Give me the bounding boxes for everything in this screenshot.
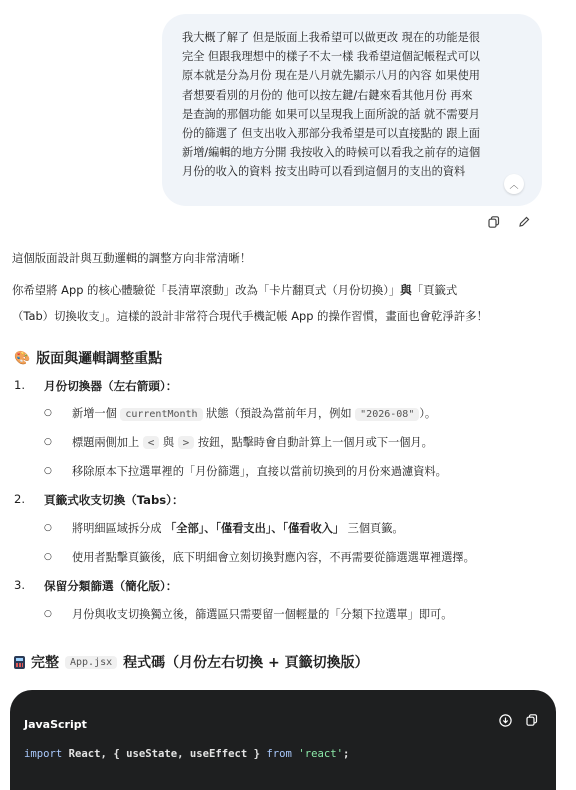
inline-code: currentMonth [120,408,202,421]
list-item: ○ 新增一個 currentMonth 狀態（預設為當前年月，例如 "2026-08" ）。 [44,407,437,420]
list-item: ○ 將明細區域拆分成 「全部」、「僅看支出」、「僅看收入」 三個頁籤。 [44,522,404,535]
code-block [10,690,556,790]
list-item: ○ 月份與收支切換獨立後，篩選區只需要留一個輕量的「分類下拉選單」即可。 [44,608,453,621]
calculator-icon [14,656,25,669]
user-message-line: 完全 但跟我理想中的樣子不太一樣 我希望這個記帳程式可以 [182,50,480,64]
user-message-line: 我大概了解了 但是版面上我希望可以做更改 現在的功能是很 [182,31,480,44]
message-actions [486,214,532,230]
list-item: ○ 標題兩側加上 < 與 > 按鈕，點擊時會自動計算上一個月或下一個月。 [44,436,433,449]
user-message-line: 份的篩選了 但支出收入那部分我希望是可以直接點的 跟上面 [182,127,480,141]
palette-icon: 🎨 [14,350,31,366]
download-icon[interactable] [499,714,512,731]
list-item: 3. 保留分類篩選（簡化版）： [14,578,178,593]
user-message-text [182,28,524,182]
copy-icon[interactable] [526,714,538,731]
user-message-line: 是查詢的那個功能 如果可以呈現我上面所說的話 就不需要月 [182,107,480,121]
list-item: 2. 頁籤式收支切換（Tabs）： [14,492,184,507]
inline-code: "2026-08" [355,408,419,421]
section-heading-code: 完整 App.jsx 程式碼（月份左右切換 + 頁籤切換版） [14,652,369,672]
inline-code: App.jsx [65,656,117,669]
list-item: ○ 使用者點擊頁籤後，底下明細會立刻切換對應內容，不再需要從篩選選單裡選擇。 [44,551,475,564]
code-line: import React, { useState, useEffect } from 'react'; [24,748,350,760]
user-message-line: 月份的收入的資料 按支出時可以看到這個月的支出的資料 [182,165,466,179]
collapse-message-button[interactable] [504,174,524,194]
copy-icon[interactable] [486,214,502,230]
user-message-line: 者想要看別的月份的 他可以按左鍵/右鍵來看其他月份 再來 [182,88,473,102]
list-item: 1. 月份切換器（左右箭頭）： [14,378,178,393]
code-actions [499,714,538,731]
section-heading-layout: 🎨 版面與邏輯調整重點 [14,350,163,367]
user-message-bubble [162,14,542,206]
pencil-icon[interactable] [516,214,532,230]
list-item: ○ 移除原本下拉選單裡的「月份篩選」，直接以當前切換到的月份來過濾資料。 [44,465,447,478]
chevron-up-icon: ︿ [509,180,519,191]
response-summary: 你希望將 App 的核心體驗從「長清單滾動」改為「卡片翻頁式（月份切換）」與「頁籤式 （Tab）切換收支」。這樣的設計非常符合現代手機記帳 App 的操作習慣，畫面也會乾淨許多！ [12,283,488,323]
response-intro: 這個版面設計與互動邏輯的調整方向非常清晰！ [12,251,252,265]
code-language-label: JavaScript [24,718,87,731]
user-message-line: 新增/編輯的地方分開 我按收入的時候可以看我之前存的這個 [182,146,481,160]
user-message-line: 原本就是分為月份 現在是八月就先顯示八月的內容 如果使用 [182,69,480,83]
